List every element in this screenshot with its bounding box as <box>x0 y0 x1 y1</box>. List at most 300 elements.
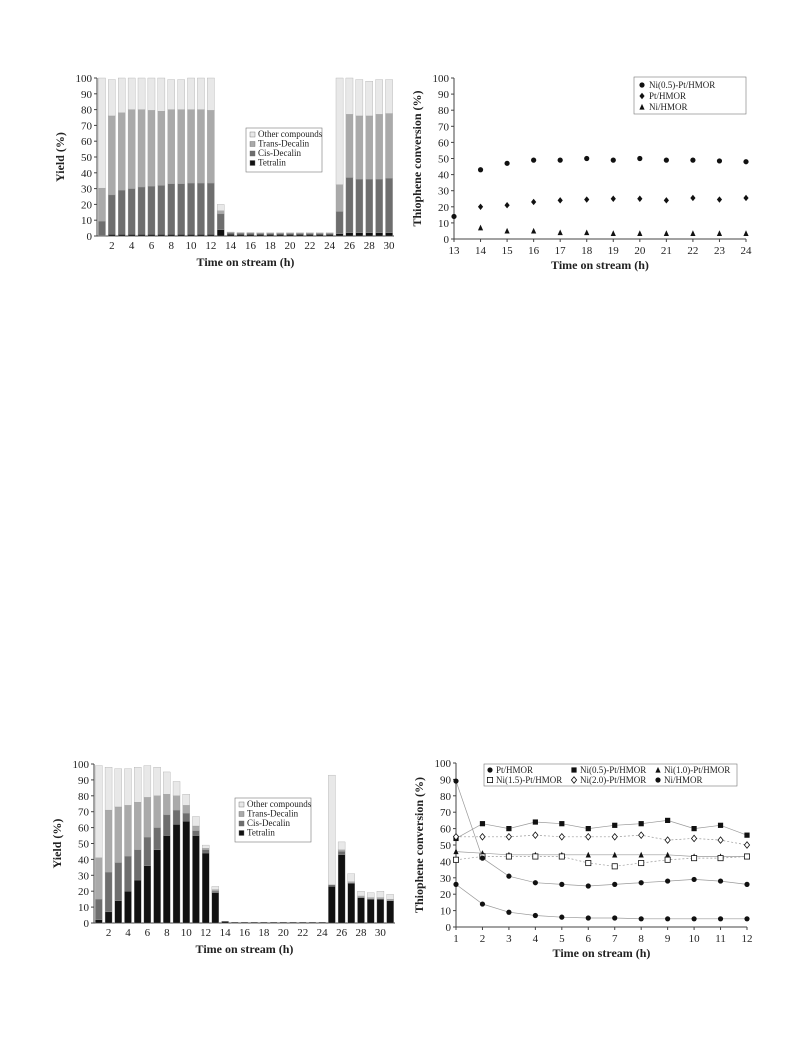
data-point <box>691 856 696 861</box>
x-tick-label: 19 <box>607 245 619 257</box>
bar-trans-decalin-25 <box>336 185 343 212</box>
data-point <box>559 854 564 859</box>
bar-cis-decalin-8 <box>163 815 170 836</box>
y-tick-label: 30 <box>81 183 92 196</box>
data-point <box>717 196 722 202</box>
data-point <box>559 915 564 920</box>
legend <box>246 128 323 172</box>
x-tick-label: 9 <box>664 933 671 945</box>
bar-other-compounds-6 <box>144 766 151 798</box>
bar-cis-decalin-1 <box>98 221 105 235</box>
x-tick-label: 12 <box>205 240 217 252</box>
bar-cis-decalin-7 <box>154 828 161 850</box>
bar-other-compounds-3 <box>115 769 122 807</box>
bar-cis-decalin-28 <box>366 179 373 233</box>
x-tick-label: 14 <box>225 240 237 252</box>
bar-trans-decalin-8 <box>168 110 175 184</box>
x-tick-label: 30 <box>383 240 395 252</box>
bar-other-compounds-26 <box>338 842 345 850</box>
bar-other-compounds-29 <box>367 893 374 898</box>
data-point <box>612 834 617 840</box>
data-point <box>718 823 723 828</box>
legend <box>484 764 737 786</box>
bar-trans-decalin-1 <box>98 188 105 221</box>
data-point <box>665 878 670 883</box>
bar-tetralin-22 <box>299 922 306 923</box>
x-axis-title: Time on stream (h) <box>195 942 294 956</box>
data-point <box>717 158 722 163</box>
y-tick-label: 20 <box>81 199 92 212</box>
bar-cis-decalin-10 <box>183 813 190 821</box>
bar-other-compounds-4 <box>124 769 131 806</box>
data-point <box>639 880 644 885</box>
legend-label: Ni(0.5)-Pt/HMOR <box>580 765 647 775</box>
bar-tetralin-28 <box>366 233 373 236</box>
y-tick-label: 40 <box>438 169 449 182</box>
y-tick-label: 90 <box>438 89 449 102</box>
legend-swatch <box>239 812 244 817</box>
data-point <box>480 901 485 906</box>
data-point <box>743 159 748 164</box>
y-tick-label: 40 <box>81 167 92 180</box>
x-tick-label: 24 <box>740 245 752 257</box>
y-tick-label: 0 <box>83 918 89 930</box>
data-point <box>480 856 485 861</box>
bar-other-compounds-9 <box>173 781 180 795</box>
x-tick-label: 1 <box>453 933 459 945</box>
bar-tetralin-3 <box>118 234 125 236</box>
bar-cis-decalin-5 <box>138 187 145 234</box>
data-point <box>533 913 538 918</box>
data-point <box>664 230 669 236</box>
bar-cis-decalin-4 <box>124 856 131 891</box>
data-point <box>691 916 696 921</box>
bar-other-compounds-25 <box>336 78 343 185</box>
legend-label: Pt/HMOR <box>649 91 687 101</box>
legend-label: Ni(1.0)-Pt/HMOR <box>664 765 731 775</box>
x-tick-label: 16 <box>244 240 256 252</box>
legend-swatch <box>250 142 255 147</box>
legend-marker <box>655 777 660 782</box>
y-tick-label: 70 <box>440 807 451 820</box>
x-tick-label: 24 <box>324 240 336 252</box>
trend-line <box>456 835 747 845</box>
bar-tetralin-17 <box>251 922 258 923</box>
bar-trans-decalin-3 <box>118 113 125 190</box>
bar-trans-decalin-28 <box>366 116 373 179</box>
bar-other-compounds-11 <box>192 816 199 826</box>
bar-trans-decalin-29 <box>376 114 383 179</box>
y-tick-label: 100 <box>75 73 92 85</box>
data-point <box>691 835 696 841</box>
data-point <box>584 156 589 161</box>
legend-label: Ni(0.5)-Pt/HMOR <box>649 80 716 90</box>
bar-tetralin-21 <box>296 234 303 236</box>
y-tick-label: 0 <box>445 922 451 934</box>
bar-cis-decalin-4 <box>128 189 135 235</box>
series-ni-1-5-pt-hmor <box>453 854 749 869</box>
legend-marker <box>571 767 576 772</box>
data-point <box>743 195 748 201</box>
y-tick-label: 90 <box>440 774 451 787</box>
bar-tetralin-5 <box>138 234 145 236</box>
legend-marker <box>639 82 644 87</box>
data-point <box>664 158 669 163</box>
x-tick-label: 2 <box>105 927 112 939</box>
y-tick-label: 40 <box>440 856 451 869</box>
bar-cis-decalin-11 <box>192 831 199 836</box>
bar-tetralin-15 <box>237 234 244 236</box>
data-point <box>480 821 485 826</box>
bar-cis-decalin-25 <box>328 885 335 887</box>
x-tick-label: 12 <box>200 927 212 939</box>
data-point <box>506 826 511 831</box>
bar-tetralin-16 <box>247 234 254 236</box>
data-point <box>533 819 538 824</box>
data-point <box>504 228 509 234</box>
bar-trans-decalin-28 <box>358 896 365 898</box>
bar-trans-decalin-1 <box>95 858 102 899</box>
y-tick-label: 30 <box>440 872 451 885</box>
legend-swatch <box>250 161 255 166</box>
bar-other-compounds-12 <box>207 78 214 110</box>
x-tick-label: 4 <box>128 240 135 252</box>
bar-tetralin-16 <box>241 922 248 923</box>
bar-other-compounds-1 <box>95 766 102 858</box>
legend-label: Other compounds <box>258 129 323 139</box>
bar-tetralin-20 <box>280 922 287 923</box>
bar-trans-decalin-8 <box>163 794 170 815</box>
y-tick-label: 80 <box>81 104 92 117</box>
legend-label: Cis-Decalin <box>258 148 301 158</box>
bar-cis-decalin-2 <box>105 872 112 912</box>
bar-trans-decalin-6 <box>148 110 155 186</box>
y-axis-title: Yield (%) <box>50 818 64 869</box>
data-point <box>478 225 483 231</box>
bar-cis-decalin-29 <box>376 179 383 233</box>
x-tick-label: 28 <box>355 927 367 939</box>
x-tick-label: 10 <box>688 933 700 945</box>
data-point <box>586 860 591 865</box>
trend-line <box>456 852 747 857</box>
y-tick-label: 20 <box>440 889 451 902</box>
x-tick-label: 12 <box>741 933 753 945</box>
scatter-chart-2 <box>410 73 752 272</box>
x-tick-label: 26 <box>343 240 355 252</box>
y-tick-label: 50 <box>78 838 89 851</box>
x-tick-label: 10 <box>185 240 197 252</box>
bar-other-compounds-5 <box>138 78 145 110</box>
data-point <box>639 916 644 921</box>
x-axis-title: Time on stream (h) <box>551 258 649 272</box>
bar-cis-decalin-7 <box>158 185 165 234</box>
x-tick-label: 18 <box>264 240 276 252</box>
bar-tetralin-13 <box>217 230 224 236</box>
bar-cis-decalin-10 <box>187 183 194 234</box>
data-point <box>744 842 749 848</box>
x-tick-label: 22 <box>687 245 699 257</box>
bar-trans-decalin-7 <box>158 111 165 185</box>
bar-cis-decalin-25 <box>336 212 343 234</box>
bar-trans-decalin-12 <box>202 848 209 850</box>
legend <box>235 798 312 842</box>
bar-other-compounds-8 <box>163 772 170 794</box>
x-tick-label: 3 <box>506 933 512 945</box>
bar-tetralin-10 <box>183 821 190 923</box>
data-point <box>531 199 536 205</box>
data-point <box>690 230 695 236</box>
bar-tetralin-11 <box>197 234 204 236</box>
bar-tetralin-2 <box>108 234 115 236</box>
bar-tetralin-24 <box>319 922 326 923</box>
data-point <box>612 882 617 887</box>
series-pt-hmor <box>478 195 749 210</box>
bar-tetralin-10 <box>187 234 194 236</box>
y-tick-label: 60 <box>81 136 92 149</box>
data-point <box>506 854 511 859</box>
legend-swatch <box>250 151 255 156</box>
data-point <box>665 857 670 862</box>
bar-tetralin-3 <box>115 901 122 923</box>
data-point <box>533 880 538 885</box>
data-point <box>611 196 616 202</box>
bar-tetralin-6 <box>148 234 155 236</box>
x-tick-label: 20 <box>634 245 646 257</box>
bar-other-compounds-8 <box>168 80 175 110</box>
bar-tetralin-12 <box>207 234 214 236</box>
data-point <box>453 882 458 887</box>
legend-label: Cis-Decalin <box>247 818 290 828</box>
bar-tetralin-26 <box>346 233 353 236</box>
bar-trans-decalin-10 <box>183 805 190 813</box>
data-point <box>744 833 749 838</box>
bar-tetralin-29 <box>367 899 374 923</box>
data-point <box>691 826 696 831</box>
bar-trans-decalin-11 <box>192 826 199 831</box>
bar-tetralin-1 <box>95 920 102 923</box>
bar-tetralin-17 <box>257 234 264 236</box>
data-point <box>453 848 458 854</box>
data-point <box>611 230 616 236</box>
y-tick-label: 80 <box>438 105 449 118</box>
x-tick-label: 20 <box>284 240 296 252</box>
x-tick-label: 24 <box>316 927 328 939</box>
legend-label: Other compounds <box>247 799 312 809</box>
bar-trans-decalin-13 <box>217 211 224 214</box>
y-tick-label: 90 <box>81 88 92 101</box>
bar-other-compounds-30 <box>377 891 384 897</box>
bar-other-compounds-13 <box>212 886 219 889</box>
y-tick-label: 0 <box>443 234 449 246</box>
x-tick-label: 28 <box>363 240 375 252</box>
data-point <box>611 158 616 163</box>
data-point <box>718 878 723 883</box>
bar-other-compounds-11 <box>197 78 204 110</box>
stacked-bar-chart-1 <box>53 73 395 269</box>
bar-cis-decalin-27 <box>356 179 363 233</box>
y-tick-label: 10 <box>438 217 449 230</box>
x-tick-label: 5 <box>559 933 565 945</box>
bar-cis-decalin-13 <box>212 891 219 893</box>
bar-other-compounds-31 <box>387 894 394 899</box>
y-tick-label: 30 <box>78 870 89 883</box>
bar-other-compounds-2 <box>108 80 115 116</box>
bar-cis-decalin-3 <box>118 190 125 234</box>
bar-other-compounds-5 <box>134 767 141 802</box>
y-axis-title: Thiophene conversion (%) <box>410 90 424 227</box>
legend-marker <box>487 767 492 772</box>
bar-tetralin-29 <box>376 233 383 236</box>
bar-other-compounds-10 <box>187 78 194 110</box>
data-point <box>586 883 591 888</box>
bar-tetralin-4 <box>128 234 135 236</box>
bar-tetralin-8 <box>168 234 175 236</box>
series-pt-hmor <box>453 882 749 922</box>
bar-other-compounds-27 <box>356 80 363 116</box>
data-point <box>744 882 749 887</box>
data-point <box>637 156 642 161</box>
data-point <box>744 916 749 921</box>
bar-cis-decalin-12 <box>202 850 209 853</box>
x-tick-label: 14 <box>219 927 231 939</box>
scatter-chart-4 <box>412 758 753 960</box>
bar-tetralin-5 <box>134 880 141 923</box>
data-point <box>504 161 509 166</box>
legend-label: Ni(2.0)-Pt/HMOR <box>580 775 647 785</box>
bar-trans-decalin-12 <box>207 110 214 183</box>
bar-tetralin-12 <box>202 853 209 923</box>
bar-trans-decalin-4 <box>124 805 131 856</box>
data-point <box>690 195 695 201</box>
legend <box>634 77 746 114</box>
bar-other-compounds-9 <box>178 80 185 110</box>
x-tick-label: 2 <box>479 933 486 945</box>
bar-tetralin-19 <box>270 922 277 923</box>
bar-cis-decalin-1 <box>95 899 102 920</box>
bar-trans-decalin-4 <box>128 110 135 189</box>
bar-tetralin-7 <box>158 234 165 236</box>
bar-tetralin-4 <box>124 891 131 923</box>
bar-tetralin-23 <box>309 922 316 923</box>
bar-other-compounds-7 <box>154 767 161 796</box>
y-tick-label: 100 <box>432 73 449 85</box>
x-axis-title: Time on stream (h) <box>552 946 651 960</box>
data-point <box>584 196 589 202</box>
bar-tetralin-14 <box>222 921 229 923</box>
y-axis-title: Thiophene conversion (%) <box>412 776 426 914</box>
series-ni-hmor <box>478 225 749 236</box>
y-tick-label: 10 <box>78 902 89 915</box>
legend-swatch <box>239 821 244 826</box>
data-point <box>453 778 458 783</box>
data-point <box>480 834 485 840</box>
bar-tetralin-13 <box>212 893 219 923</box>
bar-trans-decalin-11 <box>197 110 204 183</box>
x-tick-label: 17 <box>554 245 566 257</box>
bar-tetralin-14 <box>227 234 234 236</box>
bar-cis-decalin-11 <box>197 183 204 234</box>
data-point <box>717 230 722 236</box>
bar-cis-decalin-30 <box>385 178 392 233</box>
data-point <box>584 229 589 235</box>
x-tick-label: 22 <box>304 240 316 252</box>
trend-line <box>456 781 747 886</box>
x-tick-label: 4 <box>532 933 539 945</box>
data-point <box>612 915 617 920</box>
bar-cis-decalin-3 <box>115 863 122 901</box>
bar-tetralin-18 <box>267 234 274 236</box>
data-point <box>639 860 644 865</box>
data-point <box>478 167 483 172</box>
series-ni-hmor <box>453 778 749 888</box>
y-tick-label: 70 <box>81 120 92 133</box>
data-point <box>558 229 563 235</box>
y-tick-label: 60 <box>440 823 451 836</box>
bar-tetralin-30 <box>377 899 384 923</box>
legend-marker <box>487 777 492 782</box>
x-tick-label: 13 <box>448 245 460 257</box>
bar-cis-decalin-12 <box>207 183 214 234</box>
x-tick-label: 8 <box>168 240 174 252</box>
data-point <box>478 204 483 210</box>
bar-cis-decalin-6 <box>148 186 155 234</box>
data-point <box>637 196 642 202</box>
bar-tetralin-6 <box>144 866 151 923</box>
bar-trans-decalin-10 <box>187 110 194 183</box>
series-ni-0-5-pt-hmor <box>453 818 749 841</box>
bar-tetralin-27 <box>356 233 363 236</box>
data-point <box>718 837 723 843</box>
y-tick-label: 80 <box>78 790 89 803</box>
y-tick-label: 10 <box>81 215 92 228</box>
y-tick-label: 70 <box>78 806 89 819</box>
bar-trans-decalin-7 <box>154 796 161 828</box>
legend-label: Ni/HMOR <box>649 102 688 112</box>
bar-other-compounds-27 <box>348 874 355 882</box>
bar-other-compounds-4 <box>128 78 135 110</box>
bar-tetralin-30 <box>385 233 392 236</box>
data-point <box>451 214 456 219</box>
data-point <box>558 158 563 163</box>
data-point <box>533 832 538 838</box>
bar-cis-decalin-2 <box>108 195 115 235</box>
bar-tetralin-9 <box>173 824 180 923</box>
y-tick-label: 50 <box>438 153 449 166</box>
data-point <box>690 158 695 163</box>
trend-line <box>456 884 747 918</box>
bar-cis-decalin-9 <box>173 810 180 824</box>
bar-tetralin-18 <box>260 922 267 923</box>
bar-tetralin-2 <box>105 912 112 923</box>
legend-label: Ni(1.5)-Pt/HMOR <box>496 775 563 785</box>
bar-trans-decalin-2 <box>108 116 115 195</box>
bar-trans-decalin-27 <box>348 882 355 884</box>
bar-other-compounds-6 <box>148 78 155 110</box>
data-point <box>504 202 509 208</box>
y-tick-label: 70 <box>438 121 449 134</box>
data-point <box>744 854 749 859</box>
bar-cis-decalin-5 <box>134 850 141 880</box>
bar-trans-decalin-2 <box>105 810 112 872</box>
bar-trans-decalin-6 <box>144 797 151 837</box>
series-ni-2-0-pt-hmor <box>453 832 749 848</box>
bar-trans-decalin-5 <box>134 802 141 850</box>
bar-trans-decalin-9 <box>173 796 180 810</box>
bar-cis-decalin-6 <box>144 837 151 866</box>
bar-other-compounds-28 <box>358 891 365 896</box>
y-tick-label: 20 <box>438 201 449 214</box>
bar-cis-decalin-13 <box>217 214 224 230</box>
